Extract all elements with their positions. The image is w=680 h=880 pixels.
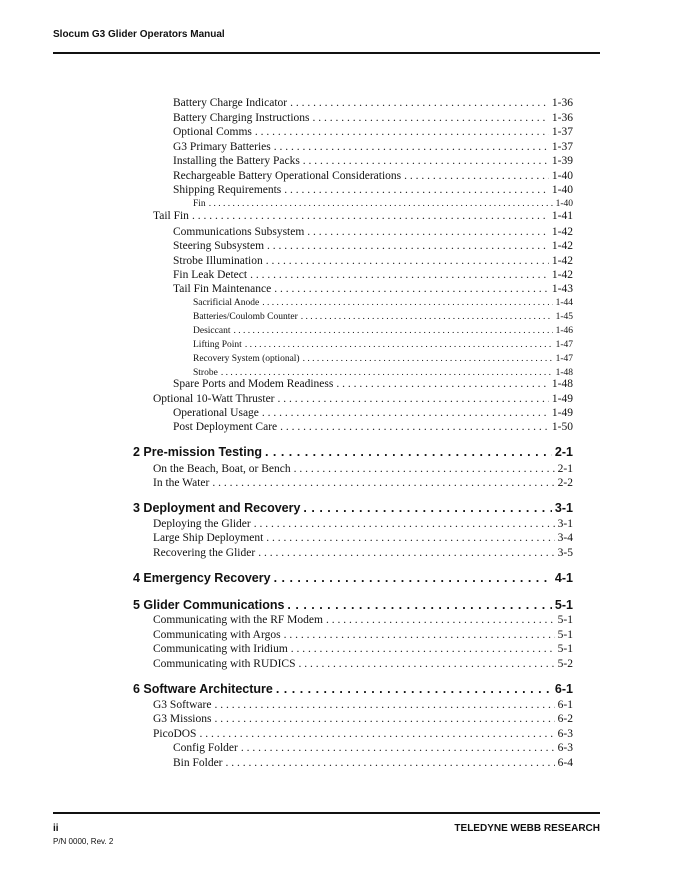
toc-entry[interactable]	[193, 200, 573, 210]
dot-leader	[255, 127, 549, 139]
toc-entry-page: 6-1	[554, 682, 573, 696]
toc-entry[interactable]	[173, 422, 573, 434]
dot-leader	[336, 379, 549, 391]
toc-entry-title: Battery Charge Indicator	[173, 97, 288, 109]
toc-entry-title: Steering Subsystem	[173, 240, 265, 252]
dot-leader	[291, 644, 555, 656]
toc-entry-title: Bin Folder	[173, 757, 223, 769]
toc-entry[interactable]	[173, 284, 573, 296]
toc-entry[interactable]	[153, 478, 573, 490]
header-rule	[53, 52, 600, 54]
toc-entry-page: 1-47	[555, 354, 573, 364]
toc-entry-title: Spare Ports and Modem Readiness	[173, 378, 334, 390]
toc-entry[interactable]	[173, 227, 573, 239]
dot-leader	[287, 599, 552, 612]
toc-entry-page: 6-3	[557, 728, 573, 740]
toc-entry-page: 1-42	[551, 240, 573, 252]
toc-entry-page: 1-40	[551, 184, 573, 196]
toc-chapter-entry[interactable]	[133, 683, 573, 696]
toc-entry-page: 3-1	[557, 518, 573, 530]
toc-entry-title: 4 Emergency Recovery	[133, 571, 271, 585]
toc-entry-title: Desiccant	[193, 326, 231, 336]
toc-chapter-entry[interactable]	[133, 572, 573, 585]
toc-entry[interactable]	[173, 743, 573, 755]
toc-entry-page: 1-37	[551, 126, 573, 138]
toc-entry-title: Recovery System (optional)	[193, 354, 300, 364]
toc-entry-title: 5 Glider Communications	[133, 598, 285, 612]
toc-entry[interactable]	[173, 98, 573, 110]
dot-leader	[313, 113, 549, 125]
dot-leader	[303, 156, 549, 168]
toc-entry[interactable]	[173, 156, 573, 168]
toc-chapter-entry[interactable]	[133, 502, 573, 515]
toc-entry[interactable]	[173, 270, 573, 282]
footer-page-number: ii	[53, 823, 59, 834]
toc-entry-title: Fin	[193, 199, 206, 209]
dot-leader	[245, 341, 553, 351]
dot-leader	[284, 630, 555, 642]
toc-entry-title: Sacrificial Anode	[193, 298, 260, 308]
toc-entry-page: 4-1	[554, 571, 573, 585]
toc-entry-page: 1-42	[551, 269, 573, 281]
toc-entry[interactable]	[173, 379, 573, 391]
toc-entry-title: G3 Software	[153, 699, 212, 711]
toc-entry[interactable]	[193, 327, 573, 337]
footer-part-number: P/N 0000, Rev. 2	[53, 837, 114, 846]
toc-entry-title: On the Beach, Boat, or Bench	[153, 463, 291, 475]
toc-entry[interactable]	[173, 142, 573, 154]
toc-entry-page: 1-37	[551, 141, 573, 153]
toc-entry[interactable]	[193, 299, 573, 309]
toc-entry[interactable]	[153, 714, 573, 726]
dot-leader	[294, 464, 555, 476]
dot-leader	[258, 548, 554, 560]
toc-entry-title: 6 Software Architecture	[133, 682, 273, 696]
toc-entry[interactable]	[193, 341, 573, 351]
toc-entry-title: Tail Fin	[153, 210, 189, 222]
toc-entry-page: 2-2	[557, 477, 573, 489]
dot-leader	[226, 758, 555, 770]
toc-chapter-entry[interactable]	[133, 599, 573, 612]
toc-entry-title: Optional Comms	[173, 126, 252, 138]
toc-entry-title: Optional 10-Watt Thruster	[153, 393, 275, 405]
dot-leader	[214, 714, 554, 726]
toc-entry-page: 6-4	[557, 757, 573, 769]
toc-entry-page: 1-47	[555, 340, 573, 350]
toc-entry[interactable]	[173, 113, 573, 125]
toc-entry-page: 3-4	[557, 532, 573, 544]
toc-entry[interactable]	[173, 127, 573, 139]
dot-leader	[214, 700, 554, 712]
toc-entry-page: 1-42	[551, 226, 573, 238]
toc-entry[interactable]	[153, 211, 573, 223]
toc-entry[interactable]	[153, 659, 573, 671]
toc-entry-page: 1-40	[551, 170, 573, 182]
toc-entry-title: 3 Deployment and Recovery	[133, 501, 301, 515]
dot-leader	[254, 519, 555, 531]
toc-entry[interactable]	[153, 700, 573, 712]
dot-leader	[301, 313, 553, 323]
toc-entry-page: 1-40	[555, 199, 573, 209]
toc-entry-page: 2-1	[554, 445, 573, 459]
toc-entry[interactable]	[193, 313, 573, 323]
toc-entry-page: 5-1	[557, 643, 573, 655]
toc-entry[interactable]	[193, 355, 573, 365]
toc-entry[interactable]	[153, 729, 573, 741]
toc-entry[interactable]	[173, 408, 573, 420]
toc-entry[interactable]	[173, 241, 573, 253]
toc-entry-page: 1-48	[555, 368, 573, 378]
toc-entry-title: Communicating with Iridium	[153, 643, 288, 655]
toc-entry-title: Installing the Battery Packs	[173, 155, 300, 167]
toc-entry-page: 1-43	[551, 283, 573, 295]
toc-entry-title: 2 Pre-mission Testing	[133, 445, 262, 459]
dot-leader	[233, 327, 552, 337]
toc-entry-title: Fin Leak Detect	[173, 269, 248, 281]
toc-chapter-entry[interactable]	[133, 446, 573, 459]
toc-entry-page: 2-1	[557, 463, 573, 475]
toc-entry-title: G3 Missions	[153, 713, 212, 725]
toc-entry-page: 1-48	[551, 378, 573, 390]
toc-entry-title: Tail Fin Maintenance	[173, 283, 272, 295]
toc-entry-page: 1-41	[551, 210, 573, 222]
dot-leader	[303, 502, 552, 515]
dot-leader	[280, 422, 549, 434]
dot-leader	[262, 408, 549, 420]
toc-entry-title: Lifting Point	[193, 340, 242, 350]
toc-entry-page: 1-45	[555, 312, 573, 322]
dot-leader	[326, 615, 555, 627]
toc-entry[interactable]	[153, 615, 573, 627]
dot-leader	[266, 533, 554, 545]
toc-entry[interactable]	[153, 519, 573, 531]
toc-entry[interactable]	[153, 533, 573, 545]
toc-entry-page: 6-3	[557, 742, 573, 754]
toc-entry-title: Strobe Illumination	[173, 255, 263, 267]
dot-leader	[212, 478, 554, 490]
toc-entry-page: 5-1	[554, 598, 573, 612]
toc-entry-title: Rechargeable Battery Operational Considerations	[173, 170, 402, 182]
toc-entry-page: 1-44	[555, 298, 573, 308]
toc-entry-page: 5-2	[557, 658, 573, 670]
dot-leader	[209, 200, 553, 210]
dot-leader	[278, 394, 549, 406]
toc-entry-title: G3 Primary Batteries	[173, 141, 271, 153]
running-header-title: Slocum G3 Glider Operators Manual	[53, 29, 225, 40]
toc-entry-page: 1-36	[551, 112, 573, 124]
toc-entry-title: Recovering the Glider	[153, 547, 256, 559]
toc-entry-page: 1-49	[551, 407, 573, 419]
toc-entry-title: Communicating with RUDICS	[153, 658, 296, 670]
toc-entry-page: 3-5	[557, 547, 573, 559]
toc-entry[interactable]	[173, 758, 573, 770]
toc-entry-title: Shipping Requirements	[173, 184, 282, 196]
dot-leader	[266, 256, 549, 268]
toc-entry-title: Communicating with the RF Modem	[153, 614, 323, 626]
toc-entry[interactable]	[173, 185, 573, 197]
toc-entry[interactable]	[173, 171, 573, 183]
toc-entry-page: 1-42	[551, 255, 573, 267]
dot-leader	[274, 572, 552, 585]
dot-leader	[284, 185, 549, 197]
toc-entry-title: Communicating with Argos	[153, 629, 281, 641]
dot-leader	[307, 227, 549, 239]
toc-entry[interactable]	[153, 630, 573, 642]
toc-entry-page: 6-1	[557, 699, 573, 711]
toc-entry-page: 5-1	[557, 614, 573, 626]
toc-entry[interactable]	[153, 644, 573, 656]
dot-leader	[262, 299, 552, 309]
toc-entry-title: Battery Charging Instructions	[173, 112, 310, 124]
toc-entry-page: 1-50	[551, 421, 573, 433]
toc-entry-page: 1-46	[555, 326, 573, 336]
footer-rule	[53, 812, 600, 814]
dot-leader	[265, 446, 552, 459]
dot-leader	[199, 729, 554, 741]
dot-leader	[274, 284, 549, 296]
toc-entry-title: In the Water	[153, 477, 210, 489]
dot-leader	[274, 142, 549, 154]
toc-entry[interactable]	[153, 548, 573, 560]
toc-entry-title: Communications Subsystem	[173, 226, 305, 238]
dot-leader	[276, 683, 552, 696]
toc-entry[interactable]	[153, 464, 573, 476]
dot-leader	[404, 171, 549, 183]
toc-entry-title: Deploying the Glider	[153, 518, 251, 530]
footer-company: TELEDYNE WEBB RESEARCH	[454, 823, 600, 834]
dot-leader	[303, 355, 553, 365]
dot-leader	[290, 98, 549, 110]
toc-entry-title: Strobe	[193, 368, 218, 378]
toc-entry-page: 1-49	[551, 393, 573, 405]
dot-leader	[267, 241, 549, 253]
toc-entry-page: 3-1	[554, 501, 573, 515]
dot-leader	[298, 659, 554, 671]
toc-entry-page: 5-1	[557, 629, 573, 641]
dot-leader	[250, 270, 549, 282]
toc-entry[interactable]	[153, 394, 573, 406]
toc-entry-page: 1-36	[551, 97, 573, 109]
toc-entry-title: Large Ship Deployment	[153, 532, 264, 544]
dot-leader	[241, 743, 555, 755]
toc-entry-title: PicoDOS	[153, 728, 197, 740]
toc-entry[interactable]	[173, 256, 573, 268]
toc-entry-title: Config Folder	[173, 742, 238, 754]
toc-entry-title: Post Deployment Care	[173, 421, 278, 433]
toc-entry-page: 6-2	[557, 713, 573, 725]
toc-entry-title: Operational Usage	[173, 407, 259, 419]
dot-leader	[192, 211, 549, 223]
toc-entry-title: Batteries/Coulomb Counter	[193, 312, 298, 322]
toc-entry-page: 1-39	[551, 155, 573, 167]
